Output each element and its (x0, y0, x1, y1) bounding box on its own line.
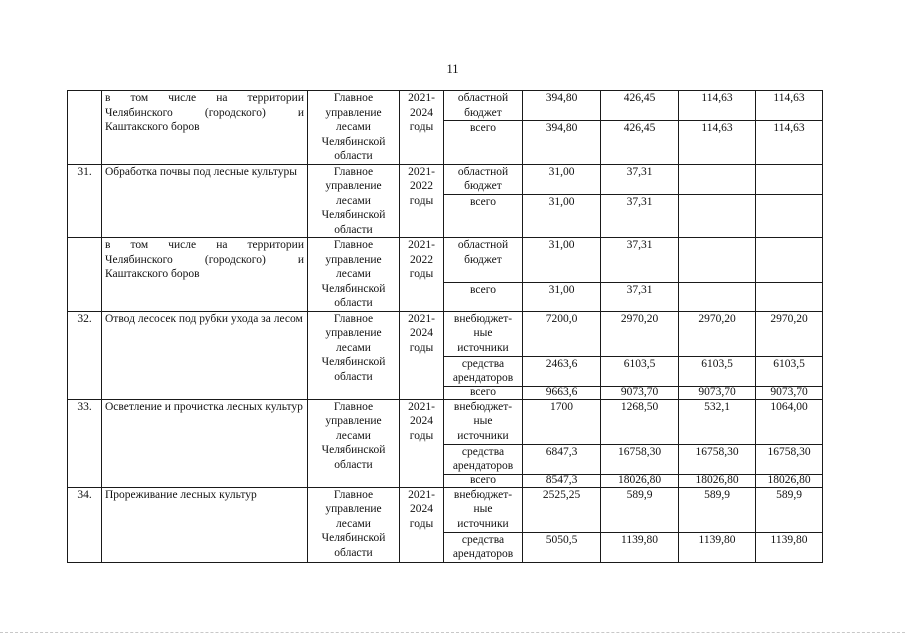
amount-col-2: 9073,70 (601, 386, 679, 399)
amount-col-1: 394,80 (523, 121, 601, 164)
amount-col-3: 6103,5 (679, 356, 756, 386)
funding-source: средства арендаторов (444, 532, 523, 562)
amount-col-2: 37,31 (601, 283, 679, 311)
amount-col-4 (756, 164, 823, 194)
amount-col-4: 9073,70 (756, 386, 823, 399)
amount-col-4: 1139,80 (756, 532, 823, 562)
activity-name: Осветление и прочистка лесных культур (102, 399, 308, 487)
amount-col-3: 114,63 (679, 121, 756, 164)
row-number: 34. (68, 487, 102, 562)
executor: Главное управление лесами Челябинской области (308, 487, 400, 562)
table-row (68, 487, 823, 532)
amount-col-4: 18026,80 (756, 474, 823, 487)
table-row (68, 238, 823, 283)
amount-col-1: 6847,3 (523, 444, 601, 474)
amount-col-3: 114,63 (679, 91, 756, 121)
implementation-period: 2021-2022 годы (400, 238, 444, 312)
executor: Главное управление лесами Челябинской области (308, 399, 400, 487)
row-number: 33. (68, 399, 102, 487)
table-row (68, 311, 823, 356)
implementation-period: 2021-2024 годы (400, 311, 444, 399)
amount-col-1: 31,00 (523, 164, 601, 194)
funding-source: средства арендаторов (444, 356, 523, 386)
funding-source: областной бюджет (444, 91, 523, 121)
amount-col-3: 2970,20 (679, 311, 756, 356)
program-activities-table (67, 90, 823, 563)
amount-col-3: 9073,70 (679, 386, 756, 399)
table-body (68, 91, 823, 563)
amount-col-4: 6103,5 (756, 356, 823, 386)
funding-source: внебюджет-ные источники (444, 487, 523, 532)
amount-col-2: 426,45 (601, 91, 679, 121)
amount-col-4 (756, 238, 823, 283)
amount-col-1: 394,80 (523, 91, 601, 121)
funding-source: всего (444, 283, 523, 311)
funding-source: областной бюджет (444, 164, 523, 194)
amount-col-1: 9663,6 (523, 386, 601, 399)
amount-col-1: 1700 (523, 399, 601, 444)
amount-col-1: 7200,0 (523, 311, 601, 356)
table-row (68, 91, 823, 121)
funding-source: всего (444, 194, 523, 237)
funding-source: внебюджет-ные источники (444, 311, 523, 356)
amount-col-2: 2970,20 (601, 311, 679, 356)
amount-col-4: 114,63 (756, 121, 823, 164)
amount-col-3: 532,1 (679, 399, 756, 444)
amount-col-1: 5050,5 (523, 532, 601, 562)
funding-source: всего (444, 121, 523, 164)
amount-col-2: 1268,50 (601, 399, 679, 444)
activity-name: в том числе на территории Челябинского (городского) и Каштакского боров (102, 91, 308, 165)
amount-col-3: 1139,80 (679, 532, 756, 562)
row-number (68, 238, 102, 312)
amount-col-2: 18026,80 (601, 474, 679, 487)
amount-col-2: 589,9 (601, 487, 679, 532)
activity-name: Отвод лесосек под рубки ухода за лесом (102, 311, 308, 399)
amount-col-4: 1064,00 (756, 399, 823, 444)
amount-col-3 (679, 283, 756, 311)
implementation-period: 2021-2024 годы (400, 399, 444, 487)
amount-col-1: 31,00 (523, 238, 601, 283)
row-number: 31. (68, 164, 102, 238)
amount-col-3 (679, 164, 756, 194)
activity-name: Прореживание лесных культур (102, 487, 308, 562)
row-number: 32. (68, 311, 102, 399)
amount-col-4 (756, 283, 823, 311)
amount-col-4 (756, 194, 823, 237)
page-bottom-rule (0, 632, 905, 633)
row-number (68, 91, 102, 165)
activity-name: Обработка почвы под лесные культуры (102, 164, 308, 238)
amount-col-2: 426,45 (601, 121, 679, 164)
funding-source: всего (444, 474, 523, 487)
amount-col-2: 37,31 (601, 194, 679, 237)
amount-col-3: 589,9 (679, 487, 756, 532)
amount-col-2: 1139,80 (601, 532, 679, 562)
amount-col-4: 16758,30 (756, 444, 823, 474)
amount-col-1: 2525,25 (523, 487, 601, 532)
funding-source: средства арендаторов (444, 444, 523, 474)
activity-name: в том числе на территории Челябинского (городского) и Каштакского боров (102, 238, 308, 312)
amount-col-2: 37,31 (601, 164, 679, 194)
executor: Главное управление лесами Челябинской области (308, 238, 400, 312)
executor: Главное управление лесами Челябинской области (308, 164, 400, 238)
amount-col-3 (679, 238, 756, 283)
amount-col-2: 37,31 (601, 238, 679, 283)
funding-source: всего (444, 386, 523, 399)
table-row (68, 399, 823, 444)
funding-source: областной бюджет (444, 238, 523, 283)
amount-col-3: 18026,80 (679, 474, 756, 487)
implementation-period: 2021-2024 годы (400, 487, 444, 562)
table-row (68, 164, 823, 194)
amount-col-1: 8547,3 (523, 474, 601, 487)
amount-col-4: 589,9 (756, 487, 823, 532)
amount-col-3 (679, 194, 756, 237)
amount-col-1: 31,00 (523, 283, 601, 311)
amount-col-4: 114,63 (756, 91, 823, 121)
implementation-period: 2021-2022 годы (400, 164, 444, 238)
amount-col-3: 16758,30 (679, 444, 756, 474)
executor: Главное управление лесами Челябинской области (308, 91, 400, 165)
amount-col-1: 31,00 (523, 194, 601, 237)
funding-source: внебюджет-ные источники (444, 399, 523, 444)
implementation-period: 2021-2024 годы (400, 91, 444, 165)
amount-col-4: 2970,20 (756, 311, 823, 356)
amount-col-2: 6103,5 (601, 356, 679, 386)
amount-col-1: 2463,6 (523, 356, 601, 386)
amount-col-2: 16758,30 (601, 444, 679, 474)
page-number: 11 (446, 62, 459, 76)
executor: Главное управление лесами Челябинской области (308, 311, 400, 399)
